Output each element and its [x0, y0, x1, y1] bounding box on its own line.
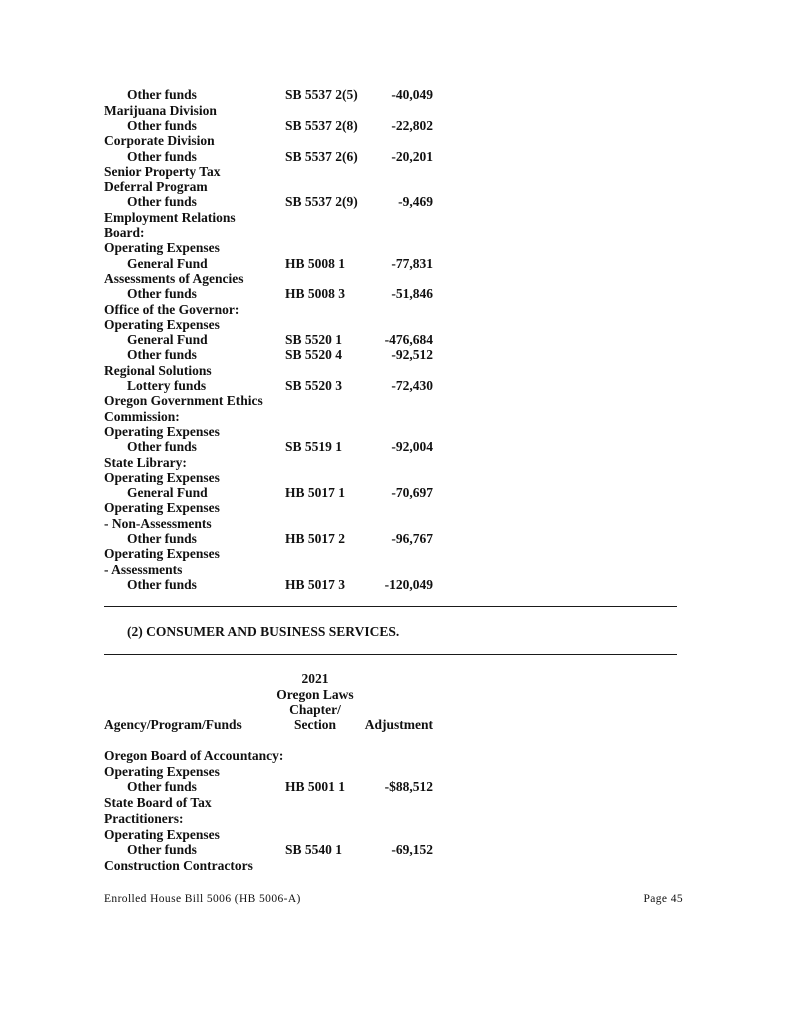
- row-label: General Fund: [127, 485, 208, 501]
- row-label: Other funds: [127, 779, 197, 795]
- row-label: Employment Relations: [104, 209, 236, 225]
- row-label: Other funds: [127, 194, 197, 210]
- row-label: Other funds: [127, 347, 197, 363]
- row-label: Other funds: [127, 576, 197, 592]
- row-label: Other funds: [127, 531, 197, 546]
- section-ref: HB 5017 3: [285, 576, 346, 592]
- row-label: Lottery funds: [127, 378, 207, 394]
- table-row: [104, 225, 677, 240]
- row-label: Operating Expenses: [104, 469, 220, 485]
- adjustment-amount: -96,767: [391, 531, 433, 546]
- section-ref: SB 5520 3: [285, 378, 343, 394]
- row-label: General Fund: [127, 332, 208, 348]
- row-label: - Non-Assessments: [104, 515, 212, 531]
- row-label: Operating Expenses: [104, 763, 220, 779]
- adjustment-amount: -40,049: [391, 87, 433, 103]
- header-row: [104, 717, 677, 732]
- table-row: [104, 827, 677, 843]
- row-label: State Library:: [104, 454, 187, 470]
- row-label: State Board of Tax: [104, 795, 212, 811]
- table-row: [104, 133, 677, 148]
- header-row: [104, 702, 677, 717]
- column-header-year: 2021: [301, 671, 329, 687]
- table-row: [104, 795, 677, 811]
- adjustment-amount: -69,152: [391, 842, 433, 858]
- section-ref: HB 5017 2: [285, 531, 346, 546]
- table-row: [104, 256, 677, 271]
- section-ref: SB 5537 2(5): [285, 87, 358, 103]
- row-label: Assessments of Agencies: [104, 270, 244, 286]
- table-row: [104, 393, 677, 408]
- adjustment-amount: -476,684: [384, 332, 433, 348]
- row-label: Operating Expenses: [104, 546, 220, 562]
- section-ref: SB 5537 2(8): [285, 117, 358, 133]
- column-header-chapter: Chapter/: [289, 701, 341, 717]
- section-ref: HB 5008 1: [285, 255, 346, 271]
- table-row: [104, 118, 677, 133]
- table-row: [104, 562, 677, 577]
- table-row: [104, 455, 677, 470]
- table-row: [104, 363, 677, 378]
- footer-page-number: Page 45: [643, 893, 683, 905]
- adjustment-amount: -72,430: [391, 378, 433, 394]
- horizontal-rule: [104, 606, 677, 607]
- table-row: [104, 103, 677, 118]
- table-row: [104, 424, 677, 439]
- table-row: [104, 87, 677, 102]
- row-label: Board:: [104, 225, 145, 241]
- row-label: Operating Expenses: [104, 826, 220, 842]
- table-row: [104, 164, 677, 179]
- table-row: [104, 811, 677, 827]
- table-row: [104, 409, 677, 424]
- row-label: Commission:: [104, 408, 180, 424]
- row-label: Office of the Governor:: [104, 301, 240, 317]
- adjustment-amount: -$88,512: [384, 779, 433, 795]
- row-label: Senior Property Tax: [104, 163, 221, 179]
- row-label: General Fund: [127, 255, 208, 271]
- section-ref: SB 5520 4: [285, 347, 343, 363]
- adjustment-amount: -51,846: [391, 286, 433, 302]
- section-ref: SB 5537 2(6): [285, 148, 358, 164]
- table-row: [104, 286, 677, 301]
- row-label: Oregon Board of Accountancy:: [104, 748, 284, 764]
- section-ref: HB 5017 1: [285, 485, 346, 501]
- row-label: Other funds: [127, 87, 197, 103]
- section-ref: SB 5520 1: [285, 332, 343, 348]
- column-header-section: Section: [294, 717, 336, 733]
- table-row: [104, 210, 677, 225]
- section-ref: HB 5001 1: [285, 779, 346, 795]
- table-row: [104, 378, 677, 393]
- horizontal-rule: [104, 654, 677, 655]
- table-row: [104, 194, 677, 209]
- row-label: Operating Expenses: [104, 500, 220, 516]
- column-header-laws: Oregon Laws: [276, 686, 354, 702]
- table-header: [104, 671, 677, 732]
- table-row: [104, 470, 677, 485]
- section-ref: SB 5519 1: [285, 439, 343, 455]
- section-ref: SB 5540 1: [285, 842, 343, 858]
- table-row: [104, 240, 677, 255]
- section-heading: (2) CONSUMER AND BUSINESS SERVICES.: [127, 624, 400, 640]
- row-label: - Assessments: [104, 561, 183, 577]
- adjustment-amount: -120,049: [384, 576, 433, 592]
- table-row: [104, 748, 677, 764]
- footer-bill-title: Enrolled House Bill 5006 (HB 5006-A): [104, 893, 301, 905]
- table-row: [104, 271, 677, 286]
- row-label: Other funds: [127, 439, 197, 455]
- row-label: Corporate Division: [104, 133, 215, 149]
- adjustment-amount: -20,201: [391, 148, 433, 164]
- header-row: [104, 671, 677, 686]
- row-label: Practitioners:: [104, 810, 184, 826]
- table-row: [104, 500, 677, 515]
- table-row: [104, 516, 677, 531]
- table-row: [104, 842, 677, 858]
- row-label: Marijuana Division: [104, 102, 217, 118]
- row-label: Other funds: [127, 148, 197, 164]
- section-ref: SB 5537 2(9): [285, 194, 358, 210]
- adjustment-amount: -22,802: [391, 117, 433, 133]
- table-row: [104, 577, 677, 592]
- row-label: Other funds: [127, 842, 197, 858]
- row-label: Operating Expenses: [104, 240, 220, 256]
- adjustment-amount: -92,512: [391, 347, 433, 363]
- column-header-agency: Agency/Program/Funds: [104, 717, 242, 733]
- table-row: [104, 149, 677, 164]
- row-label: Deferral Program: [104, 179, 208, 195]
- table-row: [104, 179, 677, 194]
- table-row: [104, 531, 677, 546]
- table-row: [104, 347, 677, 362]
- row-label: Operating Expenses: [104, 423, 220, 439]
- row-label: Operating Expenses: [104, 316, 220, 332]
- column-header-adjustment: Adjustment: [364, 717, 433, 733]
- row-label: Other funds: [127, 286, 197, 302]
- adjustment-amount: -77,831: [391, 255, 433, 271]
- table-row: [104, 779, 677, 795]
- adjustments-table-continued: [104, 87, 677, 592]
- table-row: [104, 317, 677, 332]
- table-row: [104, 485, 677, 500]
- row-label: Construction Contractors: [104, 857, 253, 873]
- row-label: Other funds: [127, 117, 197, 133]
- header-row: [104, 687, 677, 702]
- section-ref: HB 5008 3: [285, 286, 346, 302]
- table-row: [104, 332, 677, 347]
- table-row: [104, 764, 677, 780]
- table-row: [104, 302, 677, 317]
- row-label: Regional Solutions: [104, 362, 212, 378]
- table-row: [104, 858, 677, 874]
- adjustment-amount: -9,469: [398, 194, 433, 210]
- adjustment-amount: -70,697: [391, 485, 433, 501]
- row-label: Oregon Government Ethics: [104, 393, 263, 409]
- table-row: [104, 546, 677, 561]
- adjustments-table: [104, 748, 677, 874]
- table-row: [104, 439, 677, 454]
- adjustment-amount: -92,004: [391, 439, 433, 455]
